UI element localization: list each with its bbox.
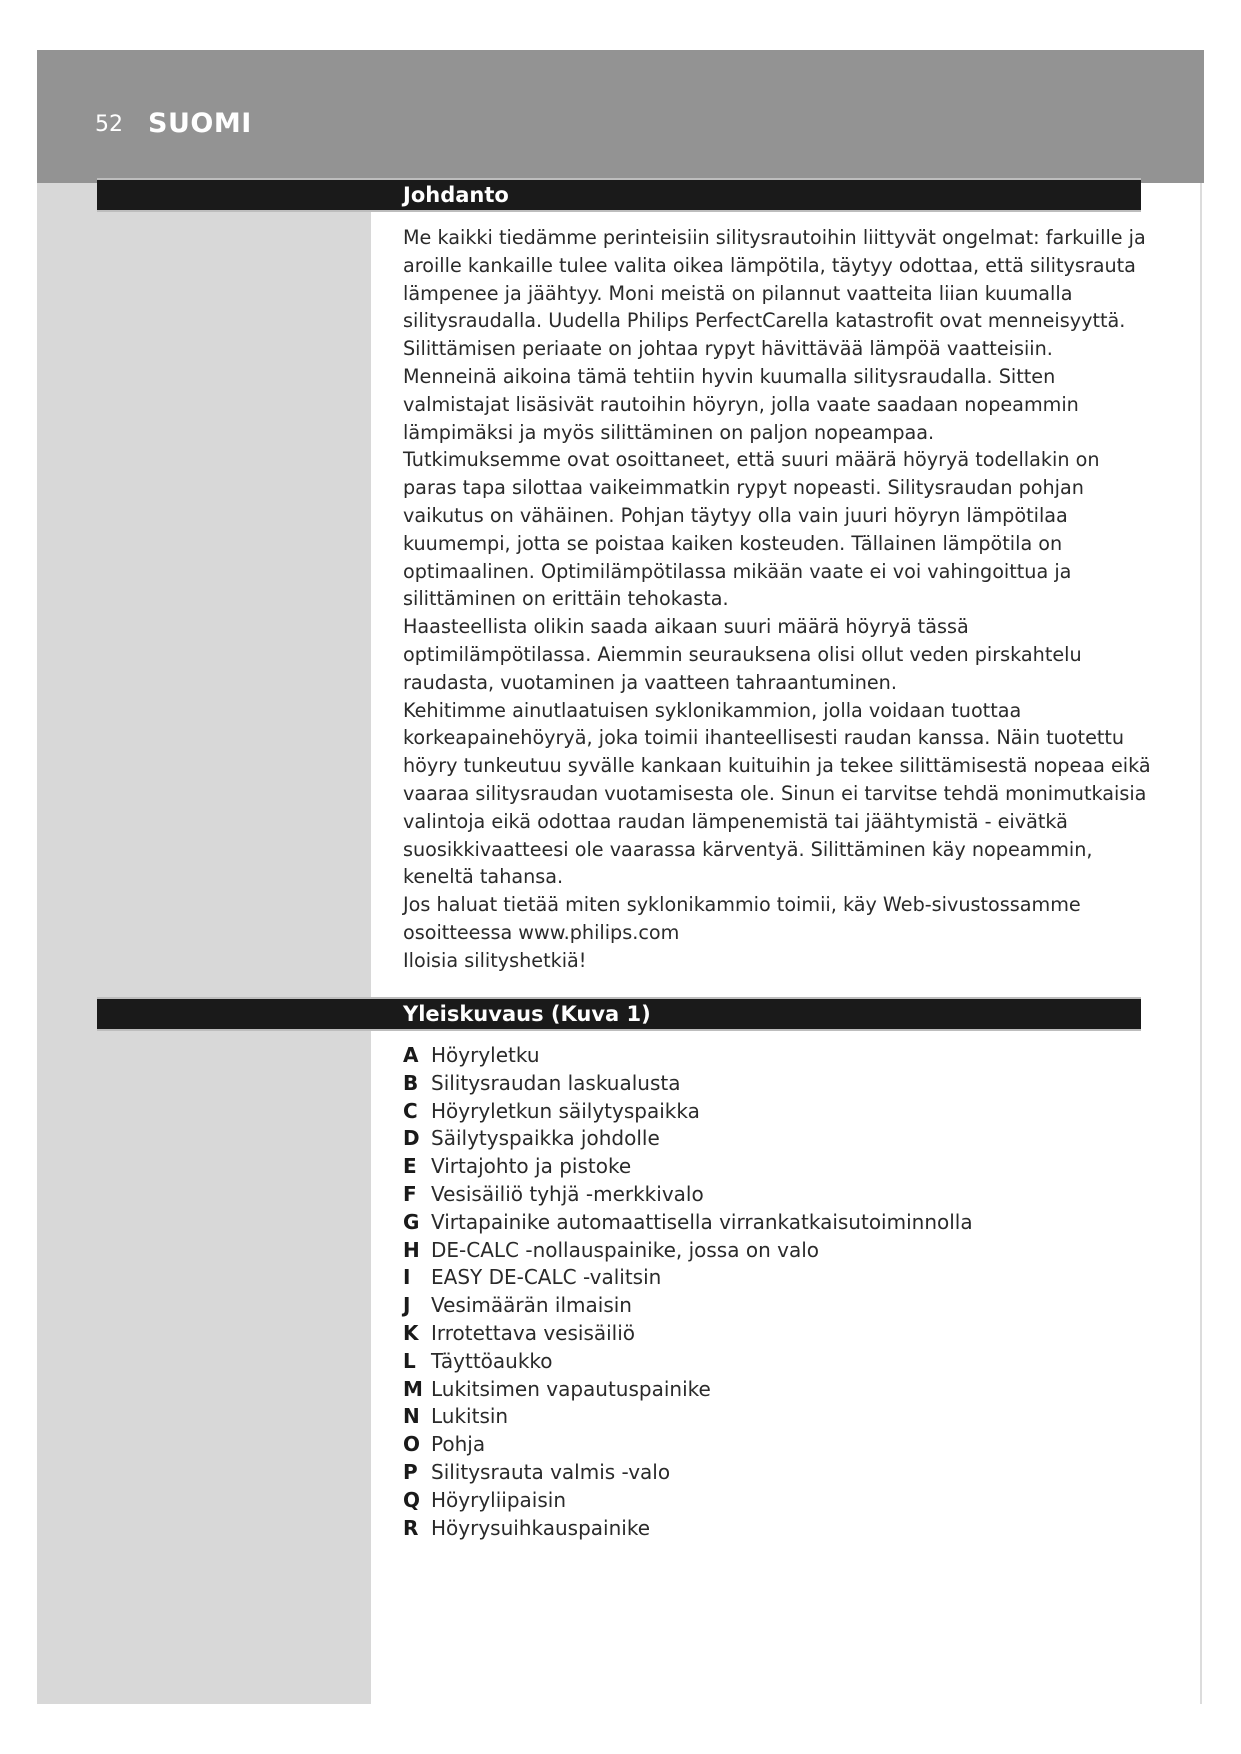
part-letter: A <box>403 1043 419 1067</box>
parts-list <box>403 1042 1151 1542</box>
part-letter: L <box>403 1348 416 1373</box>
part-label: Silitysrauta valmis -valo <box>431 1459 671 1484</box>
part-label: Vesimäärän ilmaisin <box>431 1293 632 1318</box>
part-label: Silitysraudan laskualusta <box>431 1070 681 1095</box>
list-item <box>403 1320 1151 1348</box>
part-letter: Q <box>403 1487 421 1512</box>
part-letter: O <box>403 1432 421 1457</box>
part-label: Höyrysuihkauspainike <box>431 1515 650 1540</box>
list-item <box>403 1070 1151 1098</box>
part-label: EASY DE-CALC -valitsin <box>431 1265 662 1290</box>
list-item <box>403 1237 1151 1265</box>
left-margin-column <box>37 183 371 1704</box>
overview-section-bar <box>97 997 1141 1031</box>
part-label: Lukitsimen vapautuspainike <box>431 1376 711 1401</box>
list-item <box>403 1098 1151 1126</box>
part-letter: K <box>403 1320 419 1345</box>
list-item <box>403 1181 1151 1209</box>
part-letter: I <box>403 1265 411 1290</box>
part-letter: N <box>403 1404 420 1429</box>
intro-section-title: Johdanto <box>403 183 509 207</box>
list-item <box>403 1348 1151 1376</box>
intro-body <box>403 224 1151 975</box>
list-item <box>403 1264 1151 1292</box>
part-letter: E <box>403 1154 417 1179</box>
part-letter: D <box>403 1126 420 1151</box>
overview-section-title: Yleiskuvaus (Kuva 1) <box>403 1002 651 1026</box>
part-label: Pohja <box>431 1432 486 1457</box>
part-letter: J <box>403 1293 411 1318</box>
part-letter: R <box>403 1515 419 1540</box>
part-letter: M <box>403 1376 423 1401</box>
list-item <box>403 1209 1151 1237</box>
list-item <box>403 1292 1151 1320</box>
part-label: Höyryliipaisin <box>431 1487 566 1512</box>
part-letter: C <box>403 1098 418 1123</box>
list-item <box>403 1403 1151 1431</box>
part-label: Vesisäiliö tyhjä -merkkivalo <box>431 1181 704 1206</box>
part-letter: G <box>403 1209 420 1234</box>
part-label: Täyttöaukko <box>431 1348 553 1373</box>
part-label: Virtapainike automaattisella virrankatkaisutoiminnolla <box>431 1209 973 1234</box>
list-item <box>403 1125 1151 1153</box>
part-letter: F <box>403 1181 417 1206</box>
list-item <box>403 1042 1151 1070</box>
part-letter: B <box>403 1070 419 1095</box>
part-letter: H <box>403 1237 420 1262</box>
intro-paragraph: Kehitimme ainutlaatuisen syklonikammion, jolla voidaan tuottaa korkeapainehöyryä, joka toimii ihanteellisesti raudan kanssa. Näin tuotettu höyry tunkeutuu syvälle kankaan kuituihin ja tekee silittämisestä nopeaa eikä vaaraa silitysraudan vuotamisesta ole. Sinun ei tarvitse tehdä monimutkaisia valintoja eikä odottaa raudan lämpenemistä tai jäähtymistä - eivätkä suosikkivaatteesi ole vaarassa kärventyä. Silittäminen käy nopeammin, keneltä tahansa. <box>403 698 1151 889</box>
intro-paragraph: Haasteellista olikin saada aikaan suuri määrä höyryä tässä optimilämpötilassa. Aiemmin seurauksena olisi ollut veden pirskahtelu raudasta, vuotaminen ja vaatteen tahraantuminen. <box>403 615 1082 694</box>
list-item <box>403 1515 1151 1543</box>
list-item <box>403 1153 1151 1181</box>
part-label: Irrotettava vesisäiliö <box>431 1320 636 1345</box>
intro-paragraph: Jos haluat tietää miten syklonikammio toimii, käy Web-sivustossamme osoitteessa www.philips.com <box>403 893 1081 944</box>
list-item <box>403 1459 1151 1487</box>
page-number: 52 <box>95 112 123 137</box>
language-title: SUOMI <box>148 108 252 139</box>
list-item <box>403 1487 1151 1515</box>
part-label: DE-CALC -nollauspainike, jossa on valo <box>431 1237 819 1262</box>
intro-section-bar <box>97 178 1141 212</box>
part-label: Lukitsin <box>431 1404 509 1429</box>
right-border <box>1200 183 1202 1704</box>
part-label: Höyryletkun säilytyspaikka <box>431 1098 700 1123</box>
part-letter: P <box>403 1459 418 1484</box>
part-label: Virtajohto ja pistoke <box>431 1154 632 1179</box>
intro-paragraph: Iloisia silityshetkiä! <box>403 948 587 972</box>
intro-paragraph: Tutkimuksemme ovat osoittaneet, että suuri määrä höyryä todellakin on paras tapa silottaa vaikeimmatkin rypyt nopeasti. Silitysraudan pohjan vaikutus on vähäinen. Pohjan täytyy olla vain juuri höyryn lämpötilaa kuumempi, jotta se poistaa kaiken kosteuden. Tällainen lämpötila on optimaalinen. Optimilämpötilassa mikään vaate ei voi vahingoittua ja silittäminen on erittäin tehokasta. <box>403 448 1100 611</box>
list-item <box>403 1431 1151 1459</box>
part-label: Säilytyspaikka johdolle <box>431 1126 660 1151</box>
list-item <box>403 1376 1151 1404</box>
intro-paragraph: Me kaikki tiedämme perinteisiin silitysrautoihin liittyvät ongelmat: farkuille ja aroille kankaille tulee valita oikea lämpötila, täytyy odottaa, että silitysrauta lämpenee ja jäähtyy. Moni meistä on pilannut vaatteita liian kuumalla silitysraudalla. Uudella Philips PerfectCarella katastrofit ovat menneisyyttä. Silittämisen periaate on johtaa rypyt hävittävää lämpöä vaatteisiin. Menneinä aikoina tämä tehtiin hyvin kuumalla silitysraudalla. Sitten valmistajat lisäsivät rautoihin höyryn, jolla vaate saadaan nopeammin lämpimäksi ja myös silittäminen on paljon nopeampaa. <box>403 226 1146 444</box>
part-label: Höyryletku <box>431 1043 540 1067</box>
